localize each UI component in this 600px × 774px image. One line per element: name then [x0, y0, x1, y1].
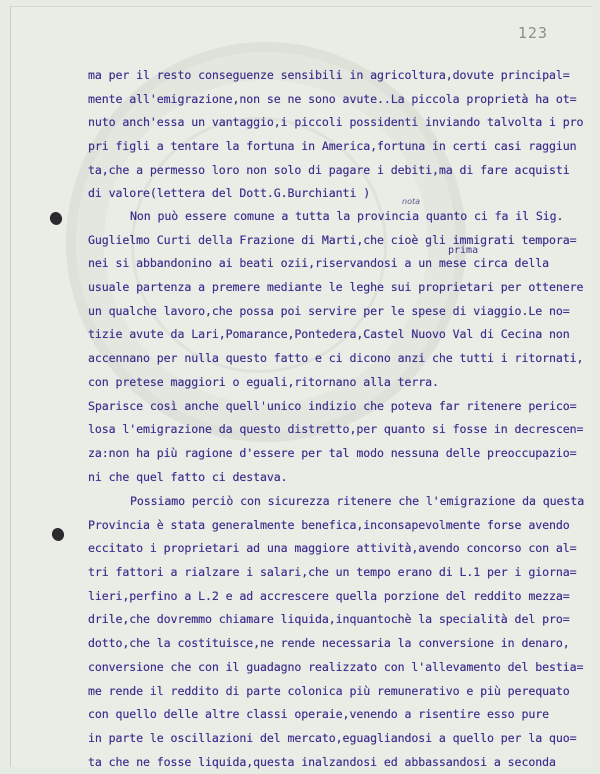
text-line: usuale partenza a premere mediante le leghe sui proprietari per ottenere	[88, 280, 584, 295]
text-line: me rende il reddito di parte colonica più remunerativo e più perequato	[88, 683, 570, 698]
paragraph-2	[88, 205, 584, 489]
text-line: Guglielmo Curti della Frazione di Marti,che cioè gli immigrati tempora=	[88, 232, 577, 247]
text-line: con quello delle altre classi operaie,venendo a risentire esso pure	[88, 707, 549, 722]
text-line: ni che quel fatto ci destava.	[88, 469, 288, 484]
text-line: con pretese maggiori o eguali,ritornano alla terra.	[88, 374, 439, 389]
text-line: nei si abbandonino ai beati ozii,riservandosi a un mese circa della	[88, 256, 549, 271]
text-line: Provincia è stata generalmente benefica,inconsapevolmente forse avendo	[88, 517, 570, 532]
paragraph-3	[88, 490, 585, 774]
text-line: tizie avute da Lari,Pomarance,Pontedera,Castel Nuovo Val di Cecina non	[88, 327, 570, 342]
text-line: in parte le oscillazioni del mercato,eguagliandosi a quello per la quo=	[88, 730, 577, 745]
text-line: pri figli a tentare la fortuna in America,fortuna in certi casi raggiun	[88, 139, 577, 154]
marginal-note: nota	[402, 197, 421, 206]
page-number: 123	[517, 24, 548, 42]
text-line: ta che ne fosse liquida,questa inalzandosi ed abbassandosi a seconda	[88, 754, 556, 769]
text-line: mente all'emigrazione,non se ne sono avute..La piccola proprietà ha ot=	[88, 91, 577, 106]
paragraph-1	[88, 64, 584, 206]
text-line: di valore(lettera del Dott.G.Burchianti )	[88, 186, 371, 201]
text-line: nuto anch'essa un vantaggio,i piccoli possidenti inviando talvolta i pro	[88, 115, 584, 130]
text-line: accennano per nulla questo fatto e ci dicono anzi che tutti i ritornati,	[88, 351, 584, 366]
text-line: un qualche lavoro,che possa poi servire per le spese di viaggio.Le no=	[88, 303, 570, 318]
text-line: lieri,perfino a L.2 e ad accrescere quella porzione del reddito mezza=	[88, 588, 570, 603]
text-line: losa l'emigrazione da questo distretto,per quanto si fosse in decrescen=	[88, 422, 584, 437]
text-line: eccitato i proprietari ad una maggiore attività,avendo concorso con al=	[88, 541, 577, 556]
text-line: ta,che a permesso loro non solo di pagare i debiti,ma di fare acquisti	[88, 162, 570, 177]
text-line: drile,che dovremmo chiamare liquida,inquantochè la specialità del pro=	[88, 612, 570, 627]
text-line: tri fattori a rialzare i salari,che un tempo erano di L.1 per i giorna=	[88, 565, 577, 580]
text-line: Sparisce così anche quell'unico indizio che poteva far ritenere perico=	[88, 398, 577, 413]
text-line: ma per il resto conseguenze sensibili in agricoltura,dovute principal=	[88, 68, 570, 82]
interlinear-insertion: prima	[448, 245, 479, 256]
text-line: Possiamo perciò con sicurezza ritenere che l'emigrazione da questa	[130, 494, 585, 508]
text-line: za:non ha più ragione d'essere per tal modo nessuna delle preoccupazio=	[88, 445, 577, 460]
text-line: dotto,che la costituisce,ne rende necessaria la conversione in denaro,	[88, 636, 570, 651]
text-line: conversione che con il guadagno realizzato con l'allevamento del bestia=	[88, 659, 584, 674]
text-line: Non può essere comune a tutta la provincia quanto ci fa il Sig.	[130, 209, 564, 223]
